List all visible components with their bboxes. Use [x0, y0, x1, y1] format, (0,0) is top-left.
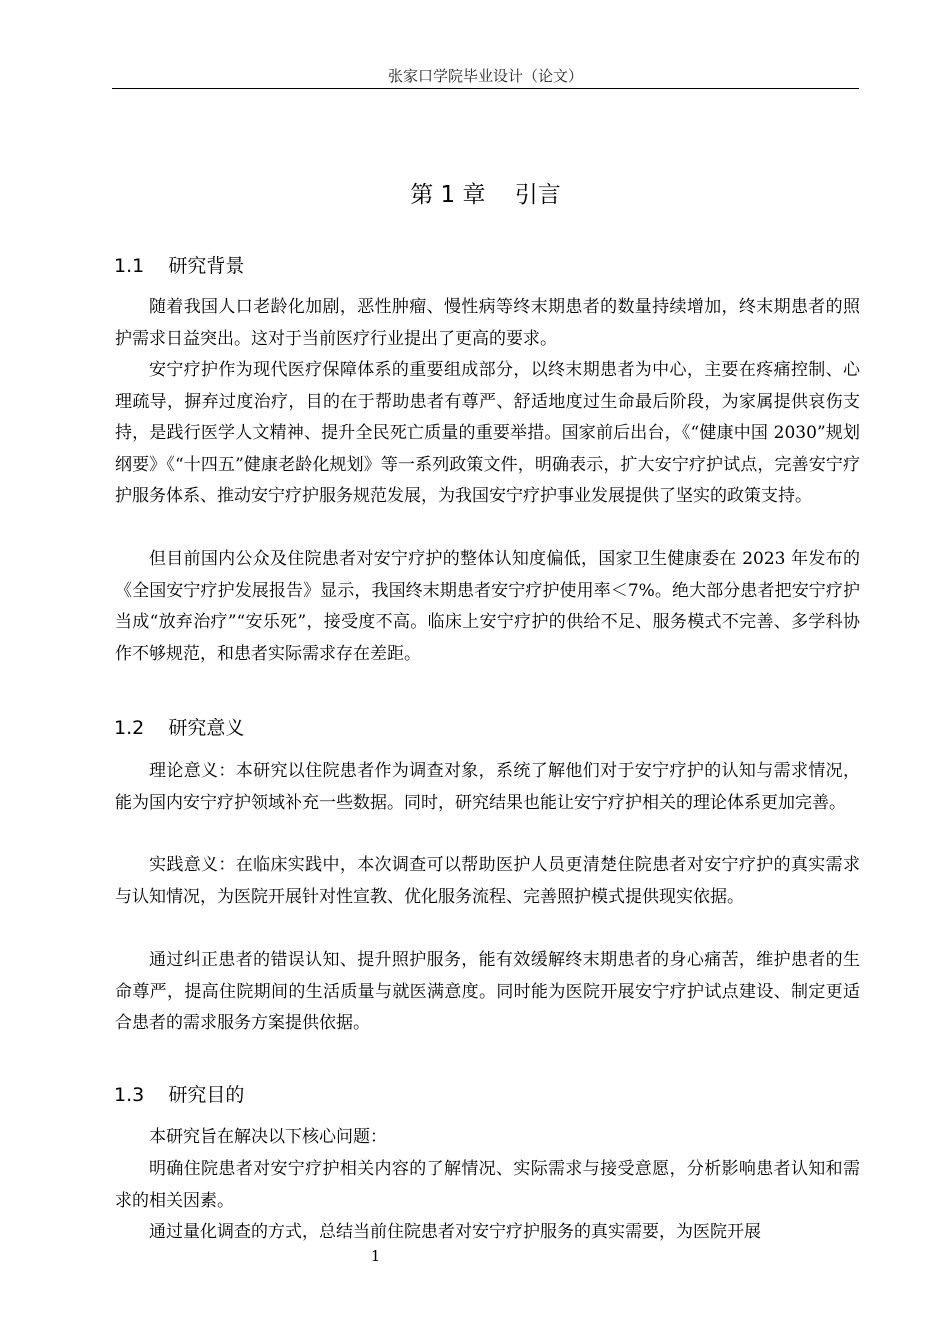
section-heading-background: 1.1 研究背景	[114, 255, 245, 277]
header-divider	[112, 88, 859, 89]
page-header: 张家口学院毕业设计（论文）	[387, 67, 583, 85]
paragraph: 本研究旨在解决以下核心问题：	[149, 1127, 387, 1147]
paragraph: 安宁疗护作为现代医疗保障体系的重要组成部分，以终末期患者为中心，主要在疼痛控制、心理疏导，摒弃过度治疗，目的在于帮助患者有尊严、舒适地度过生命最后阶段，为家属提供哀伤支持，是践行医学人文精神、提升全民死亡质量的重要举措。国家前后出台，《“健康中国 2030”规划纲要》《“十四五”健康老龄化规划》等一系列政策文件，明确表示，扩大安宁疗护试点，完善安宁疗护服务体系、推动安宁疗护服务规范发展，为我国安宁疗护事业发展提供了坚实的政策支持。	[115, 360, 860, 506]
section-heading-significance: 1.2 研究意义	[114, 717, 245, 739]
paragraph: 通过纠正患者的错误认知、提升照护服务，能有效缓解终末期患者的身心痛苦，维护患者的生命尊严，提高住院期间的生活质量与就医满意度。同时能为医院开展安宁疗护试点建设、制定更适合患者的需求服务方案提供依据。	[115, 950, 860, 1033]
paragraph: 实践意义：在临床实践中，本次调查可以帮助医护人员更清楚住院患者对安宁疗护的真实需求与认知情况，为医院开展针对性宣教、优化服务流程、完善照护模式提供现实依据。	[115, 855, 860, 907]
section-heading-objectives: 1.3 研究目的	[114, 1084, 245, 1106]
paragraph: 明确住院患者对安宁疗护相关内容的了解情况、实际需求与接受意愿，分析影响患者认知和需求的相关因素。	[115, 1159, 860, 1211]
chapter-title: 第 1 章 引言	[410, 182, 561, 208]
paragraph: 理论意义：本研究以住院患者作为调查对象，系统了解他们对于安宁疗护的认知与需求情况，能为国内安宁疗护领域补充一些数据。同时，研究结果也能让安宁疗护相关的理论体系更加完善。	[115, 761, 860, 813]
paragraph: 但目前国内公众及住院患者对安宁疗护的整体认知度偏低，国家卫生健康委在 2023 年发布的《全国安宁疗护发展报告》显示，我国终末期患者安宁疗护使用率＜7%。绝大部分患者把安宁疗护当成“放弃治疗”“安乐死”，接受度不高。临床上安宁疗护的供给不足、服务模式不完善、多学科协作不够规范，和患者实际需求存在差距。	[115, 549, 860, 664]
paragraph: 随着我国人口老龄化加剧，恶性肿瘤、慢性病等终末期患者的数量持续增加，终末期患者的照护需求日益突出。这对于当前医疗行业提出了更高的要求。	[115, 297, 860, 349]
page-number: 1	[370, 1247, 381, 1265]
paragraph: 通过量化调查的方式，总结当前住院患者对安宁疗护服务的真实需要，为医院开展	[149, 1222, 761, 1242]
